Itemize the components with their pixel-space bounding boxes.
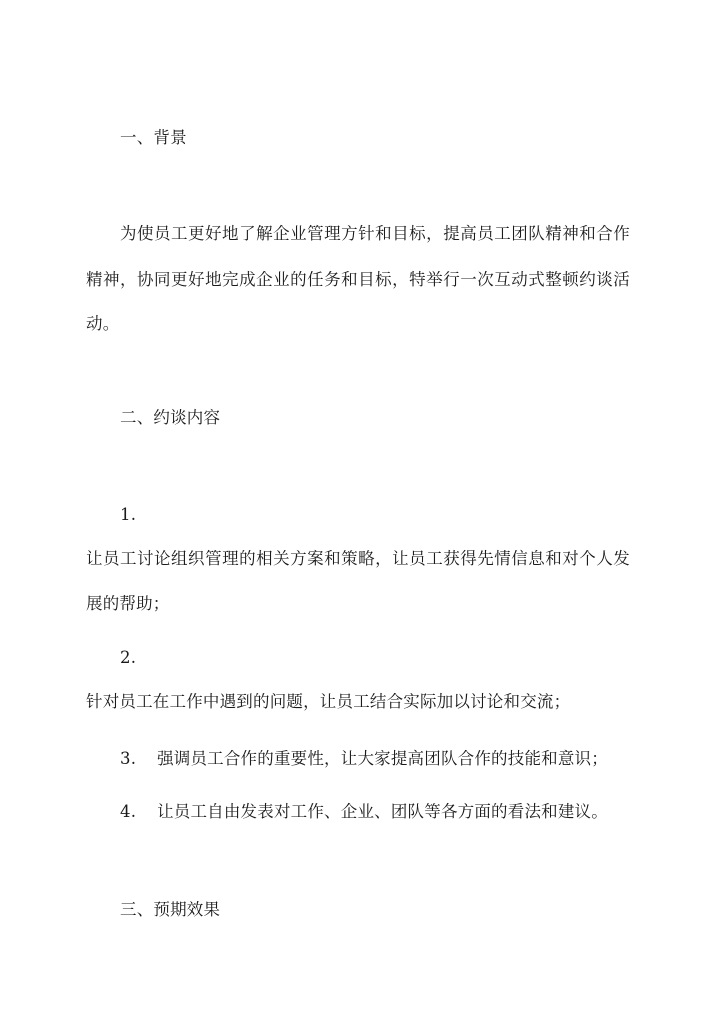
section-heading-background: 一、背景 xyxy=(120,128,187,147)
item-3 xyxy=(120,749,608,769)
item-4-number: 4. xyxy=(120,802,137,821)
item-2-line-1: 针对员工在工作中遇到的问题，让员工结合实际加以讨论和交流； xyxy=(86,692,571,711)
item-4 xyxy=(120,802,608,822)
item-2-number: 2. xyxy=(120,648,137,667)
item-3-text: 强调员工合作的重要性，让大家提高团队合作的技能和意识； xyxy=(157,749,608,768)
section-heading-interview-content: 二、约谈内容 xyxy=(120,408,221,427)
item-1-line-1: 让员工讨论组织管理的相关方案和策略，让员工获得先情信息和对个人发 xyxy=(86,549,630,568)
background-paragraph-line-1: 为使员工更好地了解企业管理方针和目标，提高员工团队精神和合作 xyxy=(120,224,630,243)
item-3-number: 3. xyxy=(120,749,137,768)
section-heading-expected-results: 三、预期效果 xyxy=(120,900,221,919)
item-4-text: 让员工自由发表对工作、企业、团队等各方面的看法和建议。 xyxy=(157,802,608,821)
item-1-line-2: 展的帮助； xyxy=(86,594,170,613)
background-paragraph-line-2: 精神，协同更好地完成企业的任务和目标，特举行一次互动式整顿约谈活 xyxy=(86,270,630,289)
background-paragraph-line-3: 动。 xyxy=(86,314,120,333)
item-1-number: 1. xyxy=(120,505,137,524)
